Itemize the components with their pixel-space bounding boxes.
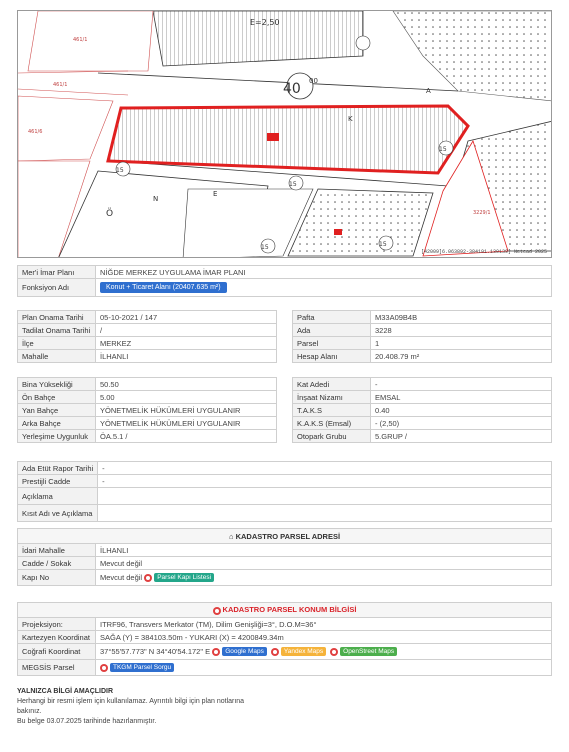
on-bahce-value: 5.00 [96, 391, 277, 404]
kaks-label: K.A.K.S (Emsal) [293, 417, 371, 430]
tadilat-value: / [96, 324, 277, 337]
map-setback-1: 15 [116, 167, 124, 174]
openstreet-maps-button[interactable]: OpenStreet Maps [340, 647, 397, 656]
insaat-nizami-value: EMSAL [371, 391, 552, 404]
map-setback-4: 15 [261, 244, 269, 251]
map-street-letter-4: K [348, 115, 353, 123]
ada-label: Ada [293, 324, 371, 337]
idari-mahalle-value: İLHANLI [96, 544, 552, 557]
location-pin-icon [213, 607, 221, 615]
parsel-value: 1 [371, 337, 552, 350]
yerlesime-value: ÖA.5.1 / [96, 430, 277, 443]
map-street-letter-1: Ö [106, 209, 114, 219]
kartezyen-value: SAĞA (Y) = 384103.50m - YUKARI (X) = 4200849.34m [96, 631, 552, 644]
map-parcel-label-3: 461/6 [28, 129, 43, 135]
disclaimer-line-2: bakınız. [17, 708, 42, 715]
parsel-label: Parsel [293, 337, 371, 350]
cadde-label: Cadde / Sokak [18, 557, 96, 570]
mahalle-value: İLHANLI [96, 350, 277, 363]
megsis-pin-icon [100, 664, 108, 672]
kaks-value: - (2,50) [371, 417, 552, 430]
ada-value: 3228 [371, 324, 552, 337]
disclaimer-line-1: Herhangi bir resmi işlem için kullanılamaz. Ayrıntılı bilgi için plan notlarına [17, 698, 245, 705]
map-setback-2: 15 [289, 181, 297, 188]
map-emsal-label: E=2,50 [250, 18, 280, 27]
taks-value: 0.40 [371, 404, 552, 417]
yandex-maps-button[interactable]: Yandex Maps [281, 647, 326, 656]
tkgm-parsel-button[interactable]: TKGM Parsel Sorgu [110, 663, 174, 672]
plan-onama-value: 05-10-2021 / 147 [96, 311, 277, 324]
location-table [17, 602, 552, 676]
kapi-no-value: Mevcut değil [100, 572, 143, 582]
yandex-pin-icon [271, 648, 279, 656]
taks-label: T.A.K.S [293, 404, 371, 417]
bina-yuksekligi-label: Bina Yüksekliği [18, 378, 96, 391]
address-title: KADASTRO PARSEL ADRESİ [235, 531, 341, 541]
road-width-label: 40 [283, 81, 301, 97]
projeksiyon-value: ITRF96, Transvers Merkator (TM), Dilim Genişliği=3°, D.O.M=36° [96, 618, 552, 631]
map-street-letter-5: A [426, 87, 431, 95]
meri-plan-label: Mer'i İmar Planı [18, 266, 96, 279]
fonksiyon-label: Fonksiyon Adı [18, 279, 96, 297]
prestijli-cadde-label: Prestijli Cadde [18, 475, 98, 488]
disclaimer [17, 687, 552, 727]
pafta-label: Pafta [293, 311, 371, 324]
plan-onama-label: Plan Onama Tarihi [18, 311, 96, 324]
mahalle-label: Mahalle [18, 350, 96, 363]
ada-etut-label: Ada Etüt Rapor Tarihi [18, 462, 98, 475]
address-table [17, 528, 552, 586]
parcel-ids-table [292, 310, 552, 363]
osm-pin-icon [330, 648, 338, 656]
yerlesime-label: Yerleşime Uygunluk [18, 430, 96, 443]
kartezyen-label: Kartezyen Koordinat [18, 631, 96, 644]
map-street-letter-2: N [153, 195, 159, 203]
idari-mahalle-label: İdari Mahalle [18, 544, 96, 557]
ilce-label: İlçe [18, 337, 96, 350]
arka-bahce-label: Arka Bahçe [18, 417, 96, 430]
ilce-value: MERKEZ [96, 337, 277, 350]
tadilat-label: Tadilat Onama Tarihi [18, 324, 96, 337]
cadde-value: Mevcut değil [96, 557, 552, 570]
location-title-cell [18, 603, 552, 618]
google-maps-button[interactable]: Google Maps [222, 647, 267, 656]
prestijli-cadde-value: - [98, 475, 552, 488]
aciklama-value [98, 488, 552, 505]
kat-adedi-value: - [371, 378, 552, 391]
road-width-sup: 00 [309, 77, 318, 85]
home-icon: ⌂ [228, 531, 236, 541]
otopark-value: 5.GRUP / [371, 430, 552, 443]
map-street-letter-3: E [213, 190, 218, 198]
arka-bahce-value: YÖNETMELİK HÜKÜMLERİ UYGULANIR [96, 417, 277, 430]
bina-yuksekligi-value: 50.50 [96, 378, 277, 391]
density-table [292, 377, 552, 443]
kapi-listesi-button[interactable]: Parsel Kapı Listesi [154, 573, 214, 582]
megsis-label: MEGSİS Parsel [18, 660, 96, 676]
yan-bahce-label: Yan Bahçe [18, 404, 96, 417]
kat-adedi-label: Kat Adedi [293, 378, 371, 391]
kisit-label: Kısıt Adı ve Açıklama [18, 505, 98, 522]
map-pin-icon [144, 574, 152, 582]
address-title-cell [18, 529, 552, 544]
kisit-value [98, 505, 552, 522]
aciklama-label: Açıklama [18, 488, 98, 505]
map-parcel-label-1: 461/1 [73, 37, 88, 43]
plan-dates-table [17, 310, 277, 363]
cografi-label: Coğrafi Koordinat [18, 644, 96, 660]
hesap-alani-value: 20.408.79 m² [371, 350, 552, 363]
meri-plan-value: NİĞDE MERKEZ UYGULAMA İMAR PLANI [96, 266, 552, 279]
plan-map[interactable] [17, 10, 552, 258]
disclaimer-title: YALNIZCA BİLGİ AMAÇLIDIR [17, 688, 114, 695]
plan-table [17, 265, 552, 297]
google-pin-icon [212, 648, 220, 656]
otopark-label: Otopark Grubu [293, 430, 371, 443]
notes-table [17, 461, 552, 522]
on-bahce-label: Ön Bahçe [18, 391, 96, 404]
plan-map-drawing [18, 11, 552, 258]
projeksiyon-label: Projeksiyon: [18, 618, 96, 631]
fonksiyon-button[interactable]: Konut + Ticaret Alanı (20407.635 m²) [100, 282, 227, 293]
disclaimer-line-3: Bu belge 03.07.2025 tarihinde hazırlanmıştır. [17, 718, 157, 725]
cografi-value: 37°55'57.773" N 34°40'54.172" E [100, 646, 211, 656]
location-title: KADASTRO PARSEL KONUM BİLGİSİ [222, 605, 357, 615]
map-credit: [42009]6.063892-384191.130139] Netcad 2025 [420, 249, 547, 255]
map-parcel-label-2: 461/1 [53, 82, 68, 88]
map-parcel-label-4: 3229/1 [473, 210, 491, 216]
insaat-nizami-label: İnşaat Nizamı [293, 391, 371, 404]
kapi-no-label: Kapı No [18, 570, 96, 586]
map-setback-5: 15 [379, 241, 387, 248]
ada-etut-value: - [98, 462, 552, 475]
yan-bahce-value: YÖNETMELİK HÜKÜMLERİ UYGULANIR [96, 404, 277, 417]
pafta-value: M33A09B4B [371, 311, 552, 324]
building-rules-table [17, 377, 277, 443]
hesap-alani-label: Hesap Alanı [293, 350, 371, 363]
map-setback-3: 15 [439, 146, 447, 153]
